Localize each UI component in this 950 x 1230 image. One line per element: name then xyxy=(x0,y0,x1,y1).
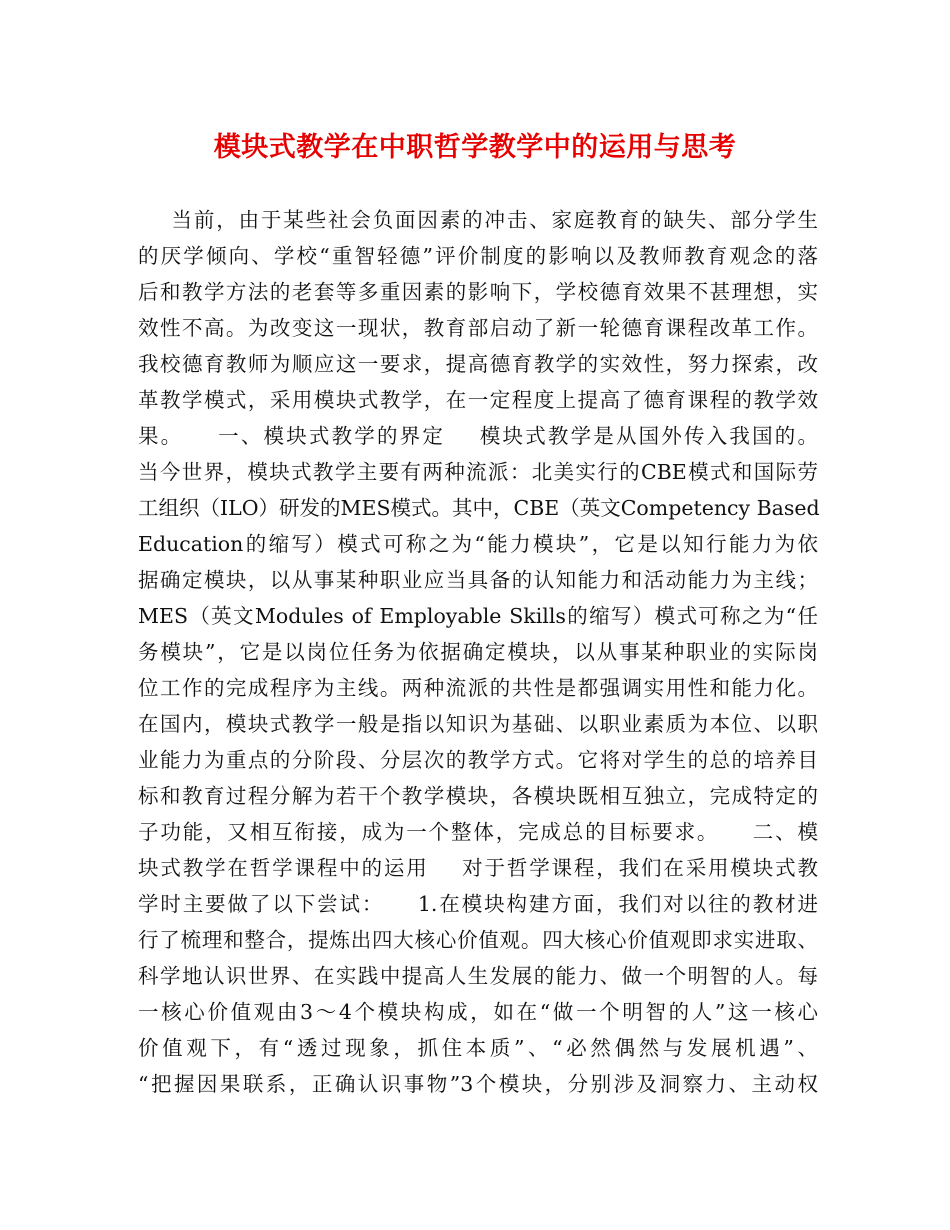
body-line: 我校德育教师为顺应这一要求，提高德育教学的实效性，努力探索，改 xyxy=(138,352,818,376)
body-line: 一核心价值观由3～4个模块构成，如在“做一个明智的人”这一核心 xyxy=(138,1000,818,1024)
body-line: 标和教育过程分解为若干个教学模块，各模块既相互独立，完成特定的 xyxy=(138,784,818,808)
body-line: 果。 一、模块式教学的界定 模块式教学是从国外传入我国的。 xyxy=(138,424,818,448)
body-line: 的厌学倾向、学校“重智轻德”评价制度的影响以及教师教育观念的落 xyxy=(138,244,818,268)
body-line: 后和教学方法的老套等多重因素的影响下，学校德育效果不甚理想，实 xyxy=(138,280,818,304)
body-line: 当今世界，模块式教学主要有两种流派：北美实行的CBE模式和国际劳 xyxy=(138,460,818,484)
body-line: 学时主要做了以下尝试： 1.在模块构建方面，我们对以往的教材进 xyxy=(138,892,818,916)
body-line: 子功能，又相互衔接，成为一个整体，完成总的目标要求。 二、模 xyxy=(138,820,818,844)
document-title: 模块式教学在中职哲学教学中的运用与思考 xyxy=(213,132,737,163)
body-line: MES（英文Modules of Employable Skills的缩写）模式可称之为“任 xyxy=(138,604,818,628)
body-line: 据确定模块，以从事某种职业应当具备的认知能力和活动能力为主线； xyxy=(138,568,818,592)
body-line: 位工作的完成程序为主线。两种流派的共性是都强调实用性和能力化。 xyxy=(138,676,818,700)
body-line: 工组织（ILO）研发的MES模式。其中，CBE（英文Competency Based xyxy=(138,496,820,520)
body-line: Education的缩写）模式可称之为“能力模块”，它是以知行能力为依 xyxy=(138,532,818,556)
body-line: 务模块”，它是以岗位任务为依据确定模块，以从事某种职业的实际岗 xyxy=(138,640,818,664)
body-line: 行了梳理和整合，提炼出四大核心价值观。四大核心价值观即求实进取、 xyxy=(138,928,818,952)
body-line: 在国内，模块式教学一般是指以知识为基础、以职业素质为本位、以职 xyxy=(138,712,818,736)
body-line: 科学地认识世界、在实践中提高人生发展的能力、做一个明智的人。每 xyxy=(138,964,818,988)
body-line: 价值观下，有“透过现象，抓住本质”、“必然偶然与发展机遇”、 xyxy=(138,1036,818,1060)
body-line: 块式教学在哲学课程中的运用 对于哲学课程，我们在采用模块式教 xyxy=(138,856,818,880)
body-line: 革教学模式，采用模块式教学，在一定程度上提高了德育课程的教学效 xyxy=(138,388,818,412)
document-body xyxy=(138,202,818,1102)
body-line: 当前，由于某些社会负面因素的冲击、家庭教育的缺失、部分学生 xyxy=(138,208,818,232)
body-line: “把握因果联系，正确认识事物”3个模块，分别涉及洞察力、主动权 xyxy=(138,1072,818,1096)
body-line: 业能力为重点的分阶段、分层次的教学方式。它将对学生的总的培养目 xyxy=(138,748,818,772)
body-line: 效性不高。为改变这一现状，教育部启动了新一轮德育课程改革工作。 xyxy=(138,316,818,340)
